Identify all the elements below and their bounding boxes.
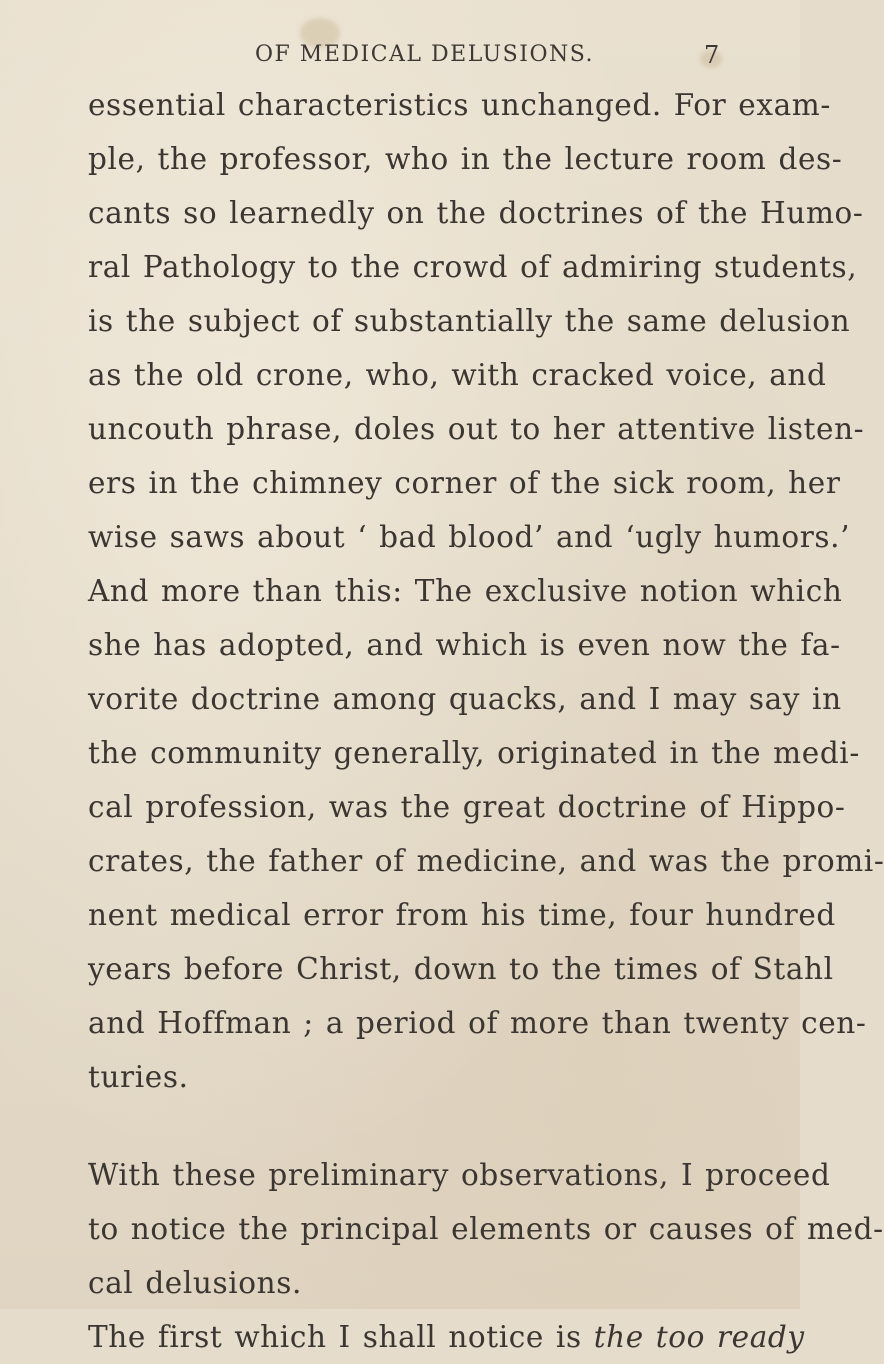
text-line: nent medical error from his time, four hundred <box>88 898 836 932</box>
text-line: to notice the principal elements or causes of med- <box>88 1212 884 1246</box>
text-line: as the old crone, who, with cracked voice, and <box>88 358 827 392</box>
text-line: With these preliminary observations, I proceed <box>88 1158 831 1192</box>
page-header <box>0 38 800 72</box>
text-line: ple, the professor, who in the lecture room des- <box>88 142 843 176</box>
text-line: she has adopted, and which is even now the fa- <box>88 628 841 662</box>
emphasis-text: the too ready <box>593 1320 805 1354</box>
running-head: OF MEDICAL DELUSIONS. <box>255 42 595 67</box>
text-line: essential characteristics unchanged. For exam- <box>88 88 831 122</box>
text-line: vorite doctrine among quacks, and I may say in <box>88 682 842 716</box>
text-line: cal profession, was the great doctrine of Hippo- <box>88 790 846 824</box>
text-line: and Hoffman ; a period of more than twenty cen- <box>88 1006 867 1040</box>
text-line: wise saws about ‘ bad blood’ and ‘ugly humors.’ <box>88 520 851 554</box>
text-line: turies. <box>88 1060 189 1094</box>
paragraph-1 <box>88 78 884 1104</box>
paragraph-3-lead: The first which I shall notice is <box>88 1320 594 1354</box>
body-text <box>88 78 884 1364</box>
text-line: years before Christ, down to the times of Stahl <box>88 952 834 986</box>
text-line: And more than this: The exclusive notion which <box>88 574 843 608</box>
text-line: ral Pathology to the crowd of admiring students, <box>88 250 858 284</box>
text-line: ers in the chimney corner of the sick room, her <box>88 466 841 500</box>
text-line: the community generally, originated in the medi- <box>88 736 860 770</box>
text-line: cal delusions. <box>88 1266 302 1300</box>
paragraph-gap <box>88 1104 738 1148</box>
page-number: 7 <box>704 41 720 69</box>
text-line <box>88 1310 805 1364</box>
text-line: cants so learnedly on the doctrines of the Humo- <box>88 196 864 230</box>
text-line: uncouth phrase, doles out to her attentive listen- <box>88 412 865 446</box>
text-line: is the subject of substantially the same delusion <box>88 304 851 338</box>
text-line: crates, the father of medicine, and was the promi- <box>88 844 884 878</box>
paragraph-2 <box>88 1148 884 1310</box>
paragraph-3 <box>88 1310 805 1364</box>
